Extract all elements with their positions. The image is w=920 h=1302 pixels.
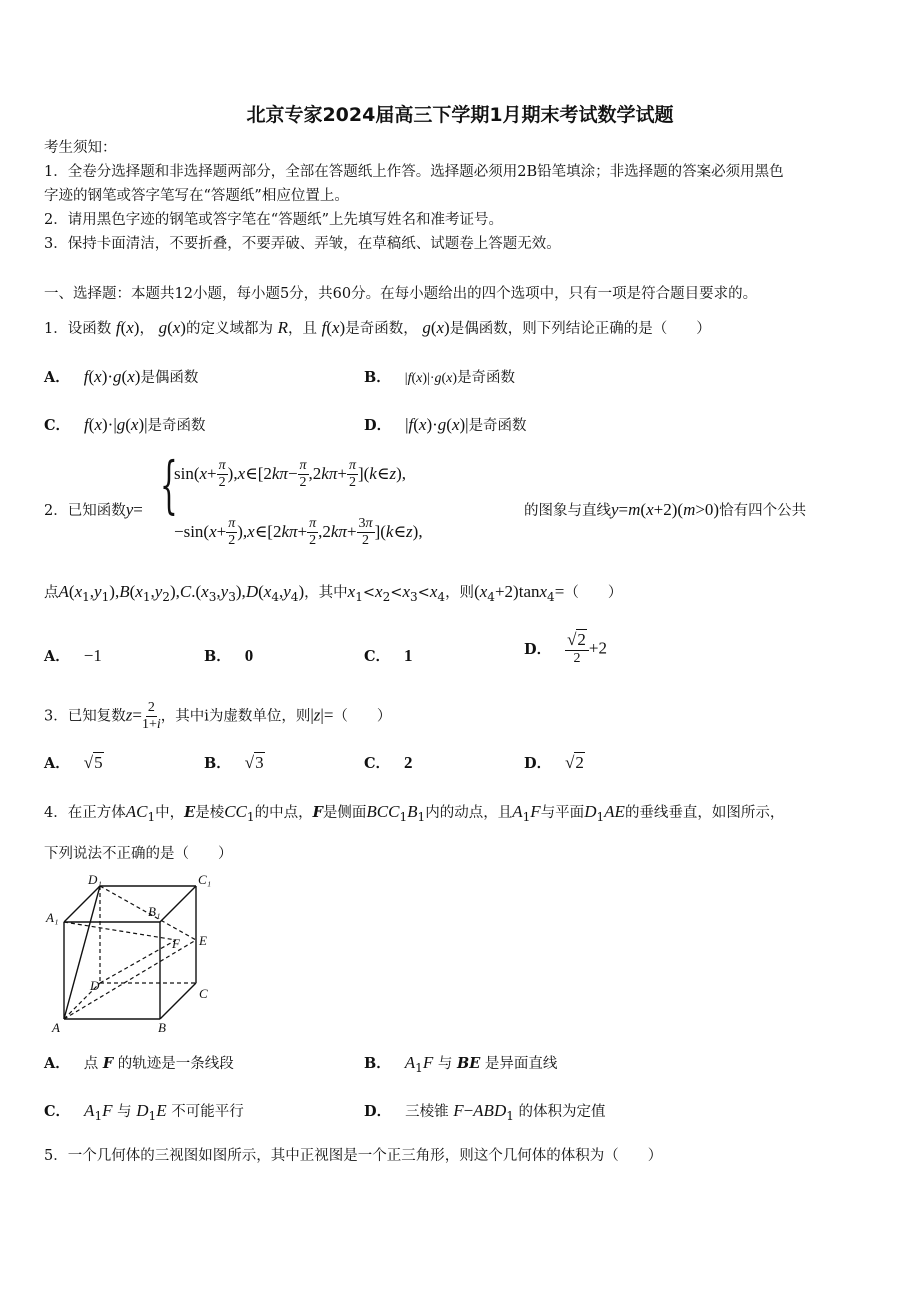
piecewise-row-1: sin(x+ $\frac{\pi}{2}$ ),x∈[2kπ− $\frac{\pi}{2}$ ,2kπ+ $\frac{\pi}{2}$ ](k∈z), bbox=[174, 458, 406, 490]
label-d1: D₁ bbox=[88, 872, 102, 887]
label-d: D bbox=[90, 978, 100, 993]
q4-option-c[interactable]: C． $A_1F$ 与 $D_1E$ 不可能平行 bbox=[44, 1101, 244, 1123]
piecewise-row-2: −sin(x+ $\frac{\pi}{2}$ ),x∈[2kπ+ $\frac{\pi}{2}$ ,2kπ+ $\frac{3\pi}{2}$ ](k∈z), bbox=[174, 516, 423, 548]
label-f: F bbox=[172, 936, 180, 951]
q1-option-d[interactable]: D． |f(x)·g(x)|是奇函数 bbox=[364, 415, 527, 434]
notice-3: 3．保持卡面清洁，不要折叠，不要弄破、弄皱，在草稿纸、试题卷上答题无效。 bbox=[44, 236, 561, 252]
dashed-a-e bbox=[64, 940, 196, 1019]
page-title: 北京专家2024届高三下学期1月期末考试数学试题 bbox=[246, 104, 674, 126]
q2-option-a[interactable]: A． −1 bbox=[44, 646, 102, 665]
label-c1: C₁ bbox=[198, 872, 212, 887]
question-3: 3．已知复数z= $\frac{2}{1+i}$ ，其中i为虚数单位，则|z|=（ ） bbox=[44, 700, 392, 732]
label-c: C bbox=[199, 986, 208, 1001]
q1-option-a[interactable]: A． f(x)·g(x)是偶函数 bbox=[44, 367, 199, 386]
label-b1: B₁ bbox=[148, 904, 161, 919]
question-2-line2: 点$A(x_1,y_1),B(x_1,y_2),C.(x_3,y_3),D(x_4,y_4)$，其中$x_1<x_2<x_3<x_4$，则$(x_4+2)\tan x_4=$（ ） bbox=[44, 582, 623, 604]
piecewise-brace: { bbox=[160, 448, 178, 521]
q1-option-c[interactable]: C． f(x)·|g(x)|是奇函数 bbox=[44, 415, 206, 434]
section-heading: 一、选择题：本题共12小题，每小题5分，共60分。在每小题给出的四个选项中，只有一项是符合题目要求的。 bbox=[44, 286, 758, 302]
notice-1: 1．全卷分选择题和非选择题两部分，全部在答题纸上作答。选择题必须用2B铅笔填涂；非选择题的答案必须用黑色 bbox=[44, 164, 784, 180]
edge-b-c bbox=[160, 983, 196, 1019]
label-a1: A₁ bbox=[46, 910, 59, 925]
label-e: E bbox=[199, 933, 207, 948]
edge-b1-c1 bbox=[160, 886, 196, 922]
question-4: 4．在正方体$AC_1$中，E是棱$CC_1$的中点，F是侧面$BCC_1B_1$内的动点，且$A_1F$与平面$D_1AE$的垂线垂直，如图所示， bbox=[44, 802, 785, 824]
question-5: 5．一个几何体的三视图如图所示，其中正视图是一个正三角形，则这个几何体的体积为（ ） bbox=[44, 1148, 663, 1164]
q1-option-b[interactable]: B． |f(x)|·g(x)是奇函数 bbox=[364, 369, 516, 386]
question-1: 1．设函数 f(x)， g(x)的定义域都为 R，且 f(x)是奇函数， g(x)是偶函数，则下列结论正确的是（ ） bbox=[44, 318, 711, 337]
notice-heading: 考生须知： bbox=[44, 140, 117, 156]
q3-option-b[interactable]: B． √3 bbox=[204, 753, 264, 772]
question-2-prefix: 2．已知函数y= bbox=[44, 500, 143, 519]
label-b: B bbox=[158, 1020, 166, 1035]
edge-a-d1 bbox=[64, 886, 100, 1019]
q2-option-c[interactable]: C． 1 bbox=[364, 646, 413, 665]
q4-option-b[interactable]: B． $A_1F$ 与 BE 是异面直线 bbox=[364, 1053, 558, 1075]
notice-1-cont: 字迹的钢笔或答字笔写在“答题纸”相应位置上。 bbox=[44, 188, 349, 204]
cube-figure bbox=[44, 872, 224, 1037]
notice-2: 2．请用黑色字迹的钢笔或答字笔在“答题纸”上先填写姓名和准考证号。 bbox=[44, 212, 504, 228]
q2-option-d[interactable]: D． $\frac{√2}{2}$ +2 bbox=[524, 630, 608, 666]
dashed-a1-f bbox=[64, 922, 176, 940]
q3-option-c[interactable]: C． 2 bbox=[364, 753, 413, 772]
label-a: A bbox=[52, 1020, 60, 1035]
q4-option-a[interactable]: A． 点 F 的轨迹是一条线段 bbox=[44, 1055, 234, 1072]
q3-option-d[interactable]: D． √2 bbox=[524, 753, 584, 772]
question-2-suffix: 的图象与直线y=m(x+2)(m>0)恰有四个公共 bbox=[524, 500, 807, 519]
q2-option-b[interactable]: B． 0 bbox=[204, 646, 254, 665]
q4-option-d[interactable]: D． 三棱锥 $F-ABD_1$ 的体积为定值 bbox=[364, 1101, 606, 1123]
q3-option-a[interactable]: A． √5 bbox=[44, 753, 103, 772]
dashed-d-f bbox=[100, 940, 176, 983]
question-4-line2: 下列说法不正确的是（ ） bbox=[44, 846, 233, 862]
